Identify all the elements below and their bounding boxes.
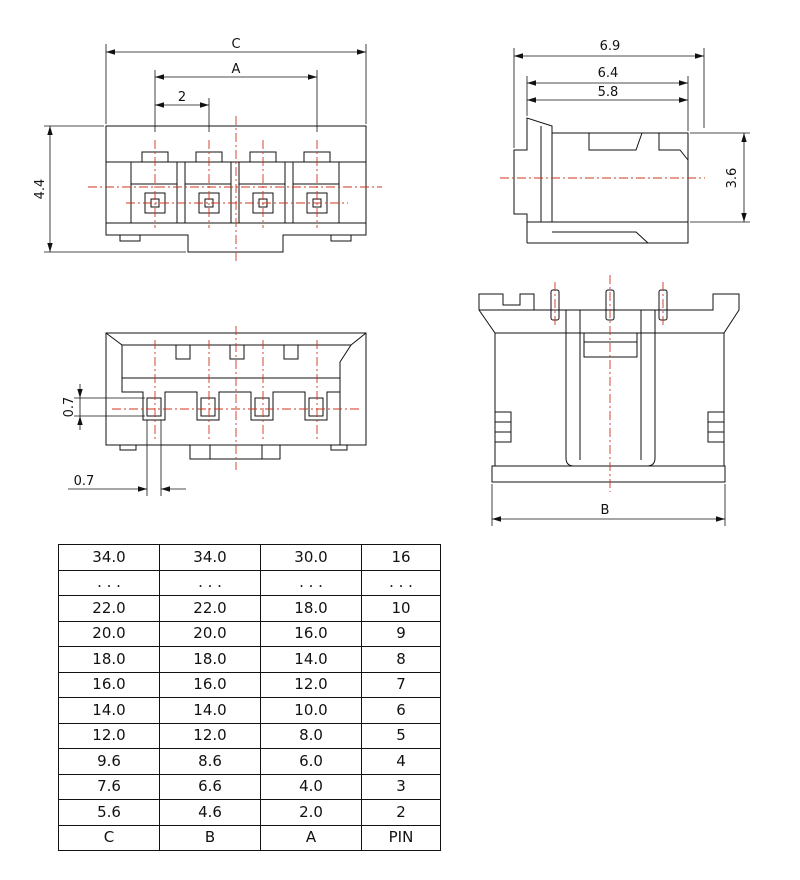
table-cell-b: 20.0 xyxy=(160,621,261,647)
end-side-ribs xyxy=(495,412,724,442)
bottom-view xyxy=(62,326,366,496)
table-cell-b: . . . xyxy=(160,570,261,596)
side-latch-flange xyxy=(514,118,552,222)
bottom-foot-left xyxy=(120,445,136,450)
header-pin: PIN xyxy=(362,825,441,851)
table-cell-b: 4.6 xyxy=(160,800,261,826)
front-cavity-4 xyxy=(293,152,339,223)
front-foot-right xyxy=(331,235,351,241)
side-dim-mid-label: 6.4 xyxy=(597,66,619,81)
table-row xyxy=(59,621,441,647)
table-cell-c: 7.6 xyxy=(59,774,160,800)
bottom-dim-pin-w xyxy=(68,420,186,496)
table-cell-c: 9.6 xyxy=(59,749,160,775)
table-cell-a: 10.0 xyxy=(261,698,362,724)
table-cell-a: 18.0 xyxy=(261,596,362,622)
front-dim-height-label: 4.4 xyxy=(33,178,48,200)
front-foot-left xyxy=(120,235,140,241)
table-cell-c: 22.0 xyxy=(59,596,160,622)
side-dim-inner xyxy=(527,85,688,100)
table-cell-b: 34.0 xyxy=(160,545,261,571)
end-base-plate xyxy=(492,466,725,482)
front-cavity-3 xyxy=(239,152,285,223)
side-latch-ramp xyxy=(659,133,688,160)
end-view xyxy=(479,275,739,526)
bottom-key-1 xyxy=(176,345,190,359)
table-cell-pin: 6 xyxy=(362,698,441,724)
end-dim-b-label: B xyxy=(600,503,610,518)
table-cell-pin: 9 xyxy=(362,621,441,647)
front-dim-c-label: C xyxy=(231,37,241,52)
table-cell-pin: 4 xyxy=(362,749,441,775)
header-b: B xyxy=(160,825,261,851)
table-row xyxy=(59,596,441,622)
table-cell-pin: 3 xyxy=(362,774,441,800)
table-row xyxy=(59,698,441,724)
table-row xyxy=(59,647,441,673)
table-cell-c: 34.0 xyxy=(59,545,160,571)
table-cell-c: 14.0 xyxy=(59,698,160,724)
table-cell-c: 20.0 xyxy=(59,621,160,647)
table-cell-pin: . . . xyxy=(362,570,441,596)
table-row xyxy=(59,749,441,775)
table-row xyxy=(59,800,441,826)
front-center-lines xyxy=(88,116,382,262)
front-dim-height xyxy=(33,126,186,252)
side-dim-height-label: 3.6 xyxy=(725,167,740,189)
table-cell-pin: 8 xyxy=(362,647,441,673)
table-cell-b: 22.0 xyxy=(160,596,261,622)
table-row xyxy=(59,672,441,698)
table-row xyxy=(59,723,441,749)
table-cell-a: 30.0 xyxy=(261,545,362,571)
table-cell-a: 16.0 xyxy=(261,621,362,647)
table-cell-b: 18.0 xyxy=(160,647,261,673)
front-dim-pitch-label: 2 xyxy=(177,90,187,105)
end-latch-window xyxy=(584,333,637,357)
table-row xyxy=(59,570,441,596)
header-a: A xyxy=(261,825,362,851)
end-dim-b xyxy=(492,484,725,526)
side-dim-overall-label: 6.9 xyxy=(599,39,621,54)
bottom-key-3 xyxy=(284,345,298,359)
table-cell-pin: 10 xyxy=(362,596,441,622)
dimension-table-body xyxy=(59,545,441,826)
front-view xyxy=(33,37,382,262)
bottom-pin-3 xyxy=(255,398,269,416)
table-cell-b: 14.0 xyxy=(160,698,261,724)
header-c: C xyxy=(59,825,160,851)
dimension-table xyxy=(58,544,441,851)
table-cell-a: 14.0 xyxy=(261,647,362,673)
table-row xyxy=(59,774,441,800)
table-cell-a: 12.0 xyxy=(261,672,362,698)
table-cell-b: 6.6 xyxy=(160,774,261,800)
table-cell-pin: 7 xyxy=(362,672,441,698)
bottom-tab xyxy=(190,445,280,459)
table-row xyxy=(59,545,441,571)
table-cell-pin: 5 xyxy=(362,723,441,749)
table-cell-c: 12.0 xyxy=(59,723,160,749)
table-cell-b: 12.0 xyxy=(160,723,261,749)
end-pins xyxy=(551,290,667,320)
side-view xyxy=(500,39,750,243)
bottom-dim-pin-h xyxy=(62,384,145,430)
bottom-dim-pin-w-label: 0.7 xyxy=(73,474,95,489)
bottom-pin-4 xyxy=(309,398,323,416)
table-cell-pin: 16 xyxy=(362,545,441,571)
front-dim-a-label: A xyxy=(231,62,241,77)
table-cell-c: 18.0 xyxy=(59,647,160,673)
front-cavity-2 xyxy=(185,152,231,223)
side-dim-height xyxy=(690,133,750,222)
dimension-table-header-row xyxy=(59,825,441,851)
table-cell-a: . . . xyxy=(261,570,362,596)
table-cell-a: 8.0 xyxy=(261,723,362,749)
table-cell-a: 6.0 xyxy=(261,749,362,775)
end-center-lines xyxy=(555,275,663,492)
table-cell-pin: 2 xyxy=(362,800,441,826)
table-cell-c: 5.6 xyxy=(59,800,160,826)
side-latch-window xyxy=(589,133,642,150)
bottom-pin-1 xyxy=(147,398,161,416)
bottom-pin-2 xyxy=(201,398,215,416)
bottom-dim-pin-h-label: 0.7 xyxy=(62,396,77,418)
table-cell-c: 16.0 xyxy=(59,672,160,698)
table-cell-b: 8.6 xyxy=(160,749,261,775)
table-cell-c: . . . xyxy=(59,570,160,596)
bottom-key-2 xyxy=(230,345,244,359)
table-cell-a: 2.0 xyxy=(261,800,362,826)
side-dim-inner-label: 5.8 xyxy=(597,85,619,100)
bottom-foot-right xyxy=(331,445,347,450)
table-cell-b: 16.0 xyxy=(160,672,261,698)
table-cell-a: 4.0 xyxy=(261,774,362,800)
front-dim-c xyxy=(106,37,366,124)
front-cavity-1 xyxy=(131,152,177,223)
